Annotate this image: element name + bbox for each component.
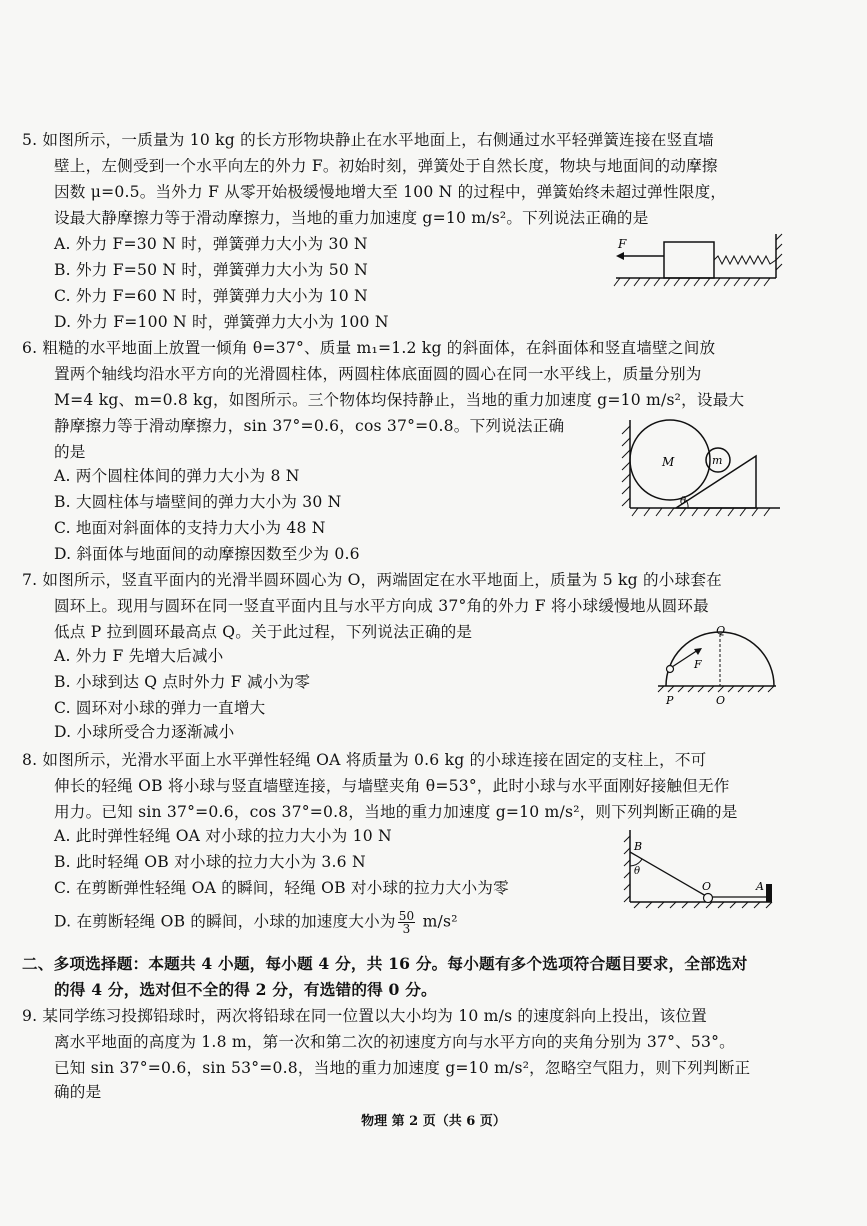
q8-label-O: O <box>702 880 712 893</box>
q9-line-4: 确的是 <box>54 1083 102 1101</box>
q5-line-4: 设最大静摩擦力等于滑动摩擦力，当地的重力加速度 g=10 m/s²。下列说法正确的是 <box>54 209 649 227</box>
q7-line-2: 圆环上。现用与圆环在同一竖直平面内且与水平方向成 37°角的外力 F 将小球缓慢地从圆环最 <box>54 597 709 615</box>
q5-line-1: 5. 如图所示，一质量为 10 kg 的长方形物块静止在水平地面上，右侧通过水平轻弹簧连接在竖直墙 <box>22 131 714 149</box>
q8-label-A: A <box>756 880 764 893</box>
q5-figure <box>612 232 782 290</box>
q8-option-d-text: D. 在剪断轻绳 OB 的瞬间，小球的加速度大小为 <box>54 912 396 931</box>
q9-line-3: 已知 sin 37°=0.6，sin 53°=0.8，当地的重力加速度 g=10 m/s²，忽略空气阻力，则下列判断正 <box>54 1059 751 1077</box>
q5-line-3: 因数 μ=0.5。当外力 F 从零开始极缓慢地增大至 100 N 的过程中，弹簧始终未超过弹性限度， <box>54 183 727 201</box>
q7-line-3: 低点 P 拉到圆环最高点 Q。关于此过程，下列说法正确的是 <box>54 623 473 641</box>
page-footer: 物理 第 2 页（共 6 页） <box>361 1114 506 1129</box>
q8-option-c: C. 在剪断弹性轻绳 OA 的瞬间，轻绳 OB 对小球的拉力大小为零 <box>54 879 509 897</box>
q6-line-2: 置两个轴线均沿水平方向的光滑圆柱体，两圆柱体底面圆的圆心在同一水平线上，质量分别为 <box>54 365 702 383</box>
q5-option-b: B. 外力 F=50 N 时，弹簧弹力大小为 50 N <box>54 261 368 279</box>
q8-option-a: A. 此时弹性轻绳 OA 对小球的拉力大小为 10 N <box>54 827 392 845</box>
q6-option-d: D. 斜面体与地面间的动摩擦因数至少为 0.6 <box>54 545 360 563</box>
q7-option-d: D. 小球所受合力逐渐减小 <box>54 723 235 741</box>
q6-label-theta: θ <box>680 496 687 507</box>
q7-label-Q: Q <box>716 624 726 637</box>
q7-label-F: F <box>694 658 702 671</box>
q5-label-F: F <box>618 237 627 251</box>
q8-option-d-fraction <box>398 910 416 935</box>
q7-option-a: A. 外力 F 先增大后减小 <box>54 647 224 665</box>
q7-line-1: 7. 如图所示，竖直平面内的光滑半圆环圆心为 O，两端固定在水平地面上，质量为 5 kg 的小球套在 <box>22 571 722 589</box>
q9-line-1: 9. 某同学练习投掷铅球时，两次将铅球在同一位置以大小均为 10 m/s 的速度斜向上投出，该位置 <box>22 1007 707 1025</box>
q5-option-d: D. 外力 F=100 N 时，弹簧弹力大小为 100 N <box>54 313 389 331</box>
q8-label-theta: θ <box>634 866 641 877</box>
q8-option-d-unit: m/s² <box>422 912 458 931</box>
q6-line-1: 6. 粗糙的水平地面上放置一倾角 θ=37°、质量 m₁=1.2 kg 的斜面体，在斜面体和竖直墙壁之间放 <box>22 339 716 357</box>
section-2-line-2: 的得 4 分，选对但不全的得 2 分，有选错的得 0 分。 <box>54 980 437 999</box>
q6-line-3: M=4 kg、m=0.8 kg，如图所示。三个物体均保持静止，当地的重力加速度 g=10 m/s²，设最大 <box>54 391 745 409</box>
q8-line-2: 伸长的轻绳 OB 将小球与竖直墙壁连接，与墙壁夹角 θ=53°，此时小球与水平面刚好接触但无作 <box>54 777 730 795</box>
section-2-line-1: 二、多项选择题：本题共 4 小题，每小题 4 分，共 16 分。每小题有多个选项符合题目要求，全部选对 <box>22 954 748 973</box>
q7-option-b: B. 小球到达 Q 点时外力 F 减小为零 <box>54 673 311 691</box>
q8-fraction-numerator: 50 <box>398 909 415 923</box>
q5-line-2: 壁上，左侧受到一个水平向左的外力 F。初始时刻，弹簧处于自然长度，物块与地面间的动摩擦 <box>54 157 718 175</box>
q5-option-a: A. 外力 F=30 N 时，弹簧弹力大小为 30 N <box>54 235 368 253</box>
q6-line-5: 的是 <box>54 443 86 461</box>
q8-line-1: 8. 如图所示，光滑水平面上水平弹性轻绳 OA 将质量为 0.6 kg 的小球连接在固定的支柱上，不可 <box>22 751 707 769</box>
q6-figure <box>614 418 786 518</box>
q8-line-3: 用力。已知 sin 37°=0.6，cos 37°=0.8，当地的重力加速度 g=10 m/s²，则下列判断正确的是 <box>54 803 738 821</box>
q8-option-b: B. 此时轻绳 OB 对小球的拉力大小为 3.6 N <box>54 853 366 871</box>
q7-label-P: P <box>666 694 674 707</box>
q6-label-M: M <box>662 455 675 469</box>
q5-option-c: C. 外力 F=60 N 时，弹簧弹力大小为 10 N <box>54 287 368 305</box>
q8-option-d <box>54 910 458 935</box>
q6-option-a: A. 两个圆柱体间的弹力大小为 8 N <box>54 467 300 485</box>
q6-option-b: B. 大圆柱体与墙壁间的弹力大小为 30 N <box>54 493 342 511</box>
q7-option-c: C. 圆环对小球的弹力一直增大 <box>54 699 266 717</box>
q8-label-B: B <box>634 840 643 853</box>
q6-label-m: m <box>712 454 723 467</box>
q9-line-2: 离水平地面的高度为 1.8 m，第一次和第二次的初速度方向与水平方向的夹角分别为 37°、53°。 <box>54 1033 735 1051</box>
q7-label-O: O <box>716 694 726 707</box>
q7-figure <box>654 624 778 708</box>
q8-figure <box>622 826 778 912</box>
q6-line-4: 静摩擦力等于滑动摩擦力，sin 37°=0.6，cos 37°=0.8。下列说法正确 <box>54 417 565 435</box>
q8-fraction-denominator: 3 <box>402 922 411 936</box>
q6-option-c: C. 地面对斜面体的支持力大小为 48 N <box>54 519 326 537</box>
